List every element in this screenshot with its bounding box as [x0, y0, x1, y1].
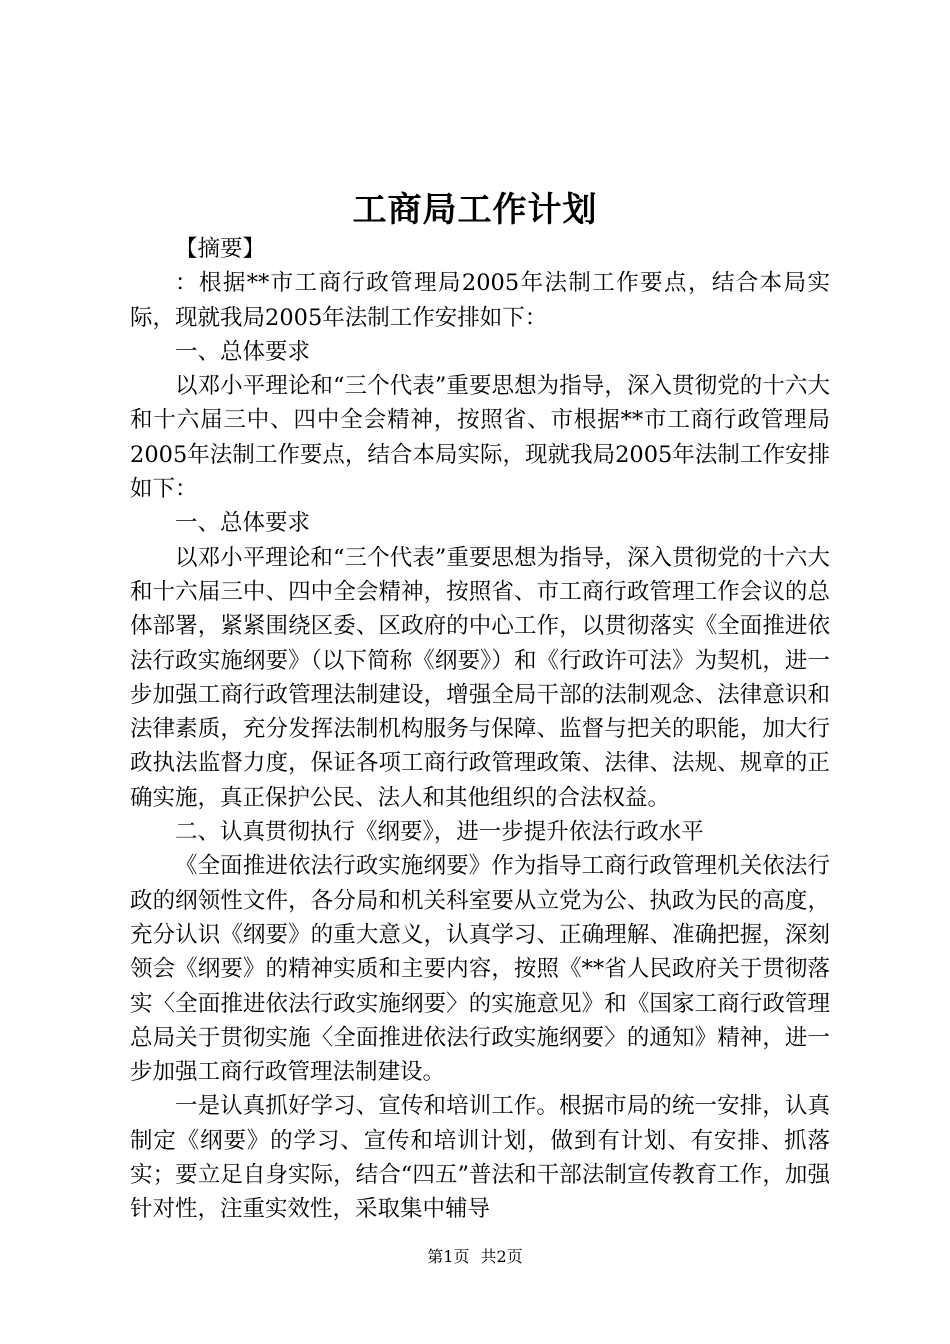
section-heading-implement-outline: 二、认真贯彻执行《纲要》，进一步提升依法行政水平	[175, 819, 704, 846]
body-paragraph: 以邓小平理论和“三个代表”重要思想为指导，深入贯彻党的十六大和十六届三中、四中全会精神，按照省、市工商行政管理工作会议的总体部署，紧紧围绕区委、区政府的中心工作，以贯彻落实《全面推进依法行政实施纲要》（以下简称《纲要》）和《行政许可法》为契机，进一步加强工商行政管理法制建设，增强全局干部的法制观念、法律意识和法律素质，充分发挥法制机构服务与保障、监督与把关的职能，加大行政执法监督力度，保证各项工商行政管理政策、法律、法规、规章的正确实施，真正保护公民、法人和其他组织的合法权益。	[130, 544, 830, 811]
section-heading-general-requirements: 一、总体要求	[175, 510, 311, 537]
abstract-paragraph: ：根据**市工商行政管理局2005年法制工作要点，结合本局实际，现就我局2005年法制工作安排如下：	[130, 270, 830, 331]
body-paragraph: 《全面推进依法行政实施纲要》作为指导工商行政管理机关依法行政的纲领性文件，各分局和机关科室要从立党为公、执政为民的高度，充分认识《纲要》的重大意义，认真学习、正确理解、准确把握，深刻领会《纲要》的精神实质和主要内容，按照《**省人民政府关于贯彻落实〈全面推进依法行政实施纲要〉的实施意见》和《国家工商行政管理总局关于贯彻实施〈全面推进依法行政实施纲要〉的通知》精神，进一步加强工商行政管理法制建设。	[130, 853, 830, 1086]
abstract-label: 【摘要】	[175, 236, 266, 262]
page-footer: 第1页 共2页	[427, 1247, 523, 1266]
body-paragraph: 一是认真抓好学习、宣传和培训工作。根据市局的统一安排，认真制定《纲要》的学习、宣传和培训计划，做到有计划、有安排、抓落实；要立足自身实际，结合“四五”普法和干部法制宣传教育工作，加强针对性，注重实效性，采取集中辅导	[130, 1093, 830, 1223]
section-heading-general-requirements: 一、总体要求	[175, 338, 311, 365]
body-paragraph: 以邓小平理论和“三个代表”重要思想为指导，深入贯彻党的十六大和十六届三中、四中全会精神，按照省、市根据**市工商行政管理局2005年法制工作要点，结合本局实际，现就我局2005年法制工作安排如下：	[130, 373, 830, 503]
document-body	[130, 232, 830, 1227]
document-title: 工商局工作计划	[352, 190, 598, 230]
